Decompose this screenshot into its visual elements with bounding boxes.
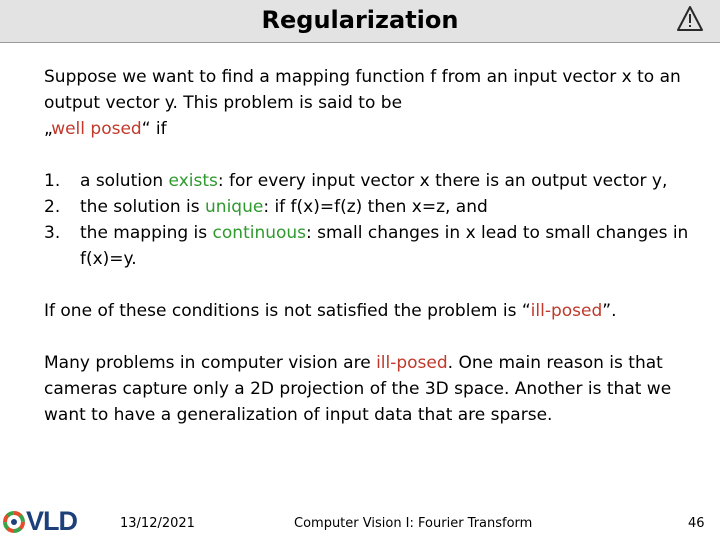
- cv-text: Many problems in computer vision are: [44, 353, 377, 373]
- intro-paragraph: [44, 64, 704, 142]
- condition-text: : if f(x)=f(z) then x=z, and: [263, 197, 488, 217]
- condition-number: 1.: [44, 171, 61, 191]
- logo-ring-icon: [2, 510, 26, 534]
- condition-text: a solution: [80, 171, 169, 191]
- well-posed-term: well posed: [51, 119, 142, 139]
- condition-text: : for every input vector x there is an output vector y,: [217, 171, 668, 191]
- condition-item: [44, 194, 704, 220]
- quote-close: “ if: [141, 119, 167, 139]
- ill-posed-term: ill-posed: [530, 301, 603, 321]
- condition-text: : small changes in x lead to small changes in f(x)=y.: [80, 223, 689, 269]
- condition-item: [44, 220, 704, 272]
- page-number: 46: [688, 516, 705, 531]
- cv-paragraph: [44, 350, 704, 428]
- condition-number: 3.: [44, 223, 61, 243]
- condition-text: the mapping is: [80, 223, 213, 243]
- condition-number: 2.: [44, 197, 61, 217]
- condition-keyword: exists: [168, 171, 218, 191]
- warning-triangle-icon: [676, 5, 704, 33]
- footer-date: 13/12/2021: [120, 516, 195, 531]
- condition-text: the solution is: [80, 197, 206, 217]
- intro-text: Suppose we want to find a mapping function f from an input vector x to an output vector y. This problem is said to be: [44, 67, 681, 113]
- condition-keyword: unique: [205, 197, 264, 217]
- cv-text: . One main reason is that cameras capture only a 2D projection of the 3D space. Another is that we want to have a generalization of input data that are sparse.: [44, 353, 672, 425]
- ill-posed-text: ”.: [602, 301, 617, 321]
- quote-open: „: [44, 119, 52, 139]
- ill-posed-text: If one of these conditions is not satisfied the problem is “: [44, 301, 531, 321]
- title-bar: [0, 0, 720, 43]
- ill-posed-term: ill-posed: [376, 353, 448, 373]
- condition-keyword: continuous: [212, 223, 307, 243]
- ill-posed-paragraph: [44, 298, 704, 324]
- conditions-list: [44, 168, 704, 272]
- slide-footer: [0, 502, 720, 540]
- logo-letters: VLD: [26, 506, 77, 536]
- condition-item: [44, 168, 704, 194]
- slide-title: Regularization: [261, 6, 459, 34]
- footer-course-title: Computer Vision I: Fourier Transform: [294, 516, 533, 531]
- slide-content: [44, 64, 704, 428]
